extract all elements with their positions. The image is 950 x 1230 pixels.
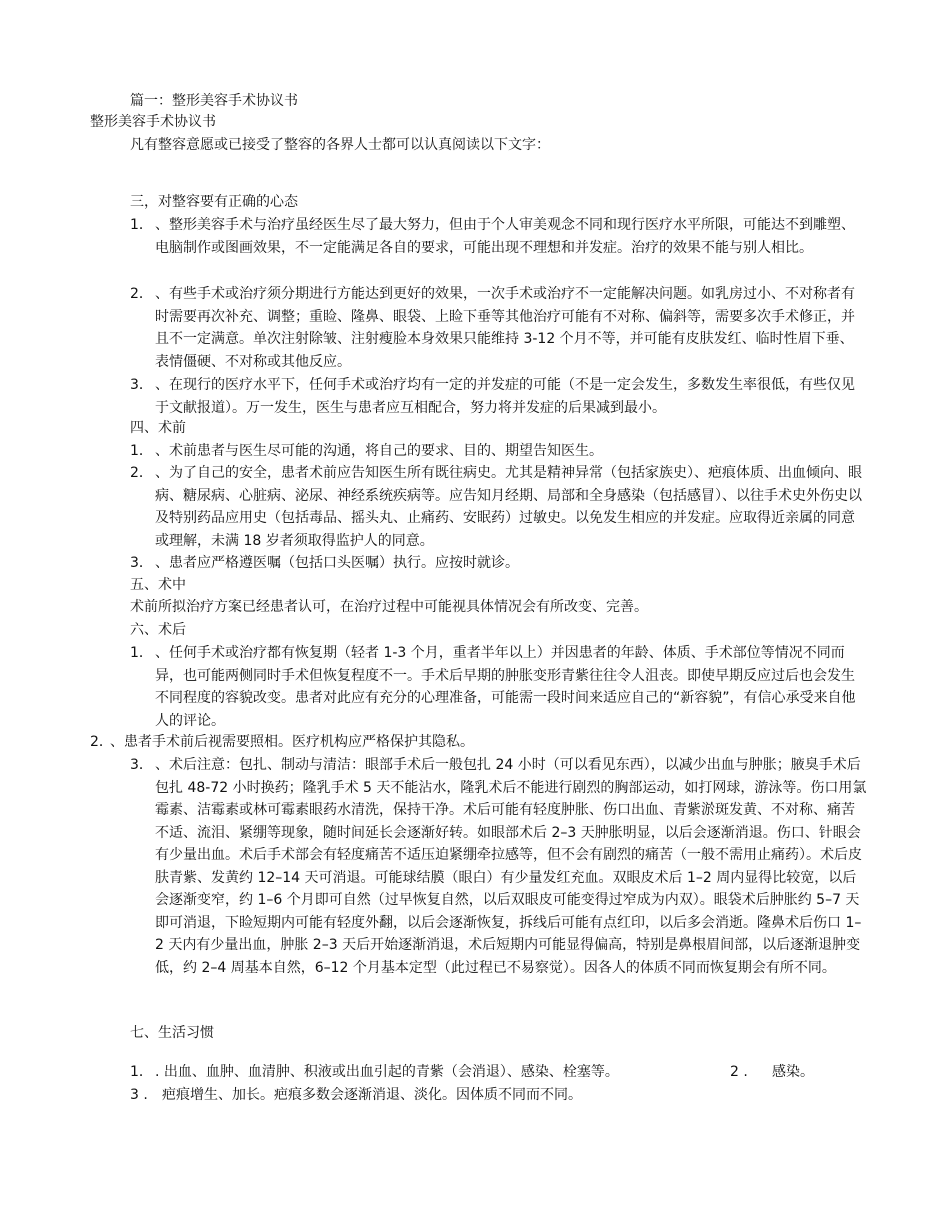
list-item-number: 1．: [130, 645, 153, 661]
list-item-number: 1．: [130, 443, 153, 459]
list-item-text: 、整形美容手术与治疗虽经医生尽了最大努力，但由于个人审美观念不同和现行医疗水平所限，可能达不到雕塑、电脑制作或图画效果，不一定能满足各自的要求，可能出现不理想和并发症。治疗的效果不能与别人相比。: [155, 217, 855, 256]
part-title: 篇一：整形美容手术协议书: [130, 93, 298, 109]
list-item-number: 2 .: [730, 1064, 748, 1080]
section-heading-pre-op: 四、术前: [130, 420, 186, 436]
list-item-text: 、为了自己的安全，患者术前应告知医生所有既往病史。尤其是精神异常（包括家族史）、疤痕体质、出血倾向、眼病、糖尿病、心脏病、泌尿、神经系统疾病等。应告知月经期、局部和全身感染（包括感冒）、以往手术史外伤史以及特别药品应用史（包括毒品、摇头丸、止痛药、安眠药）过敏史。以免发生相应的并发症。应取得近亲属的同意或理解，未满 18 岁者须取得监护人的同意。: [155, 465, 862, 549]
section-heading-lifestyle: 七、生活习惯: [130, 1025, 214, 1041]
list-item-number: 2．: [130, 286, 153, 302]
document-title: 整形美容手术协议书: [90, 114, 216, 130]
list-item-number: 3．: [130, 757, 153, 773]
section-heading-post-op: 六、术后: [130, 622, 186, 638]
list-item-text: . 出血、血肿、血清肿、积液或出血引起的青紫（会消退）、感染、栓塞等。: [155, 1064, 619, 1080]
list-item-number: 1．: [130, 217, 153, 233]
list-item-text: 、术后注意：包扎、制动与清洁：眼部手术后一般包扎 24 小时（可以看见东西），以减少出血与肿胀；腋臭手术后包扎 48-72 小时换药；隆乳手术 5 天不能沾水，隆乳术后不能进行剧烈的胸部运动，如打网球，游泳等。伤口用氯霉素、洁霉素或林可霉素眼药水清洗，保持干净。术后可能有轻度肿胀、伤口出血、青紫淤斑发黄、不对称、痛苦不适、流泪、紧绷等现象，随时间延长会逐渐好转。如眼部术后 2–3 天肿胀明显，以后会逐渐消退。伤口、针眼会有少量出血。术后手术部会有轻度痛苦不适压迫紧绷牵拉感等，但不会有剧烈的痛苦（一般不需用止痛药）。术后皮肤青紫、发黄约 12–14 天可消退。可能球结膜（眼白）有少量发红充血。双眼皮术后 1–2 周内显得比较宽，以后会逐渐变窄，约 1–6 个月即可自然（过早恢复自然，以后双眼皮可能变得过窄成为内双）。眼袋术后肿胀约 5–7 天即可消退，下睑短期内可能有轻度外翻，以后会逐渐恢复，拆线后可能有点红印，以后多会消逝。隆鼻术后伤口 1–2 天内有少量出血，肿胀 2–3 天后开始逐渐消退，术后短期内可能显得偏高，特别是鼻根眉间部，以后逐渐退肿变低，约 2–4 周基本自然，6–12 个月基本定型（此过程已不易察觉）。因各人的体质不同而恢复期会有所不同。: [155, 757, 867, 976]
list-item-text: 、患者应严格遵医嘱（包括口头医嘱）执行。应按时就诊。: [155, 555, 519, 571]
list-item-number: 2．: [130, 465, 153, 481]
list-item-text: 、在现行的医疗水平下，任何手术或治疗均有一定的并发症的可能（不是一定会发生，多数发生率很低，有些仅见于文献报道）。万一发生，医生与患者应互相配合，努力将并发症的后果减到最小。: [155, 377, 855, 416]
list-item-text: 、任何手术或治疗都有恢复期（轻者 1-3 个月，重者半年以上）并因患者的年龄、体质、手术部位等情况不同而异，也可能两侧同时手术但恢复程度不一。手术后早期的肿胀变形青紫往往令人沮丧。即使早期反应过后也会发生不同程度的容貌改变。患者对此应有充分的心理准备，可能需一段时间来适应自己的“新容貌”，有信心承受来自他人的评论。: [155, 645, 856, 729]
section-heading-mindset: 三，对整容要有正确的心态: [130, 194, 298, 210]
list-item-text: 感染。: [772, 1064, 814, 1080]
intro-paragraph: 凡有整容意愿或已接受了整容的各界人士都可以认真阅读以下文字：: [130, 137, 550, 153]
list-item-number: 3．: [130, 377, 153, 393]
list-item-number: 2．: [90, 734, 113, 750]
list-item-text: 、患者手术前后视需要照相。医疗机构应严格保护其隐私。: [110, 734, 474, 750]
section-heading-intra-op: 五、术中: [130, 577, 186, 593]
list-item-number: 1．: [130, 1064, 153, 1080]
list-item-text: 、有些手术或治疗须分期进行方能达到更好的效果，一次手术或治疗不一定能解决问题。如乳房过小、不对称者有时需要再次补充、调整；重睑、隆鼻、眼袋、上睑下垂等其他治疗可能有不对称、偏斜等，需要多次手术修正，并且不一定满意。单次注射除皱、注射瘦脸本身效果只能维持 3-12 个月不等，并可能有皮肤发红、临时性眉下垂、表情僵硬、不对称或其他反应。: [155, 286, 855, 370]
list-item-text: 、术前患者与医生尽可能的沟通，将自己的要求、目的、期望告知医生。: [155, 443, 603, 459]
intra-op-paragraph: 术前所拟治疗方案已经患者认可，在治疗过程中可能视具体情况会有所改变、完善。: [130, 599, 648, 615]
list-item-number: 3．: [130, 555, 153, 571]
list-item-number: 3 .: [130, 1087, 148, 1103]
list-item-text: 疤痕增生、加长。疤痕多数会逐渐消退、淡化。因体质不同而不同。: [162, 1087, 582, 1103]
